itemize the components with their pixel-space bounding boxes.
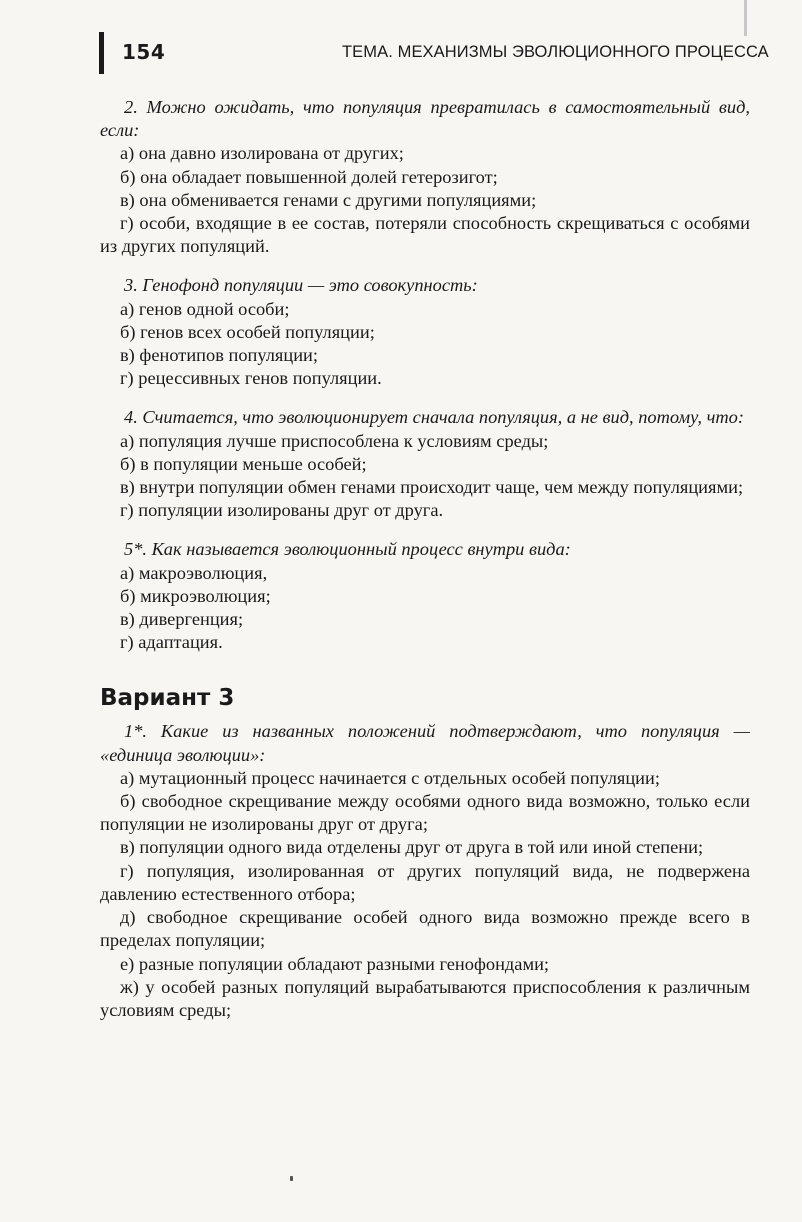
- answer-option: в) популяции одного вида отделены друг от друга в той или иной степени;: [120, 837, 704, 858]
- answer-option: в) внутри популяции обмен генами происходит чаще, чем между популяциями;: [120, 477, 744, 498]
- answer-option: б) в популяции меньше особей;: [120, 453, 367, 474]
- question-text: 5*. Как называется эволюционный процесс внутри вида:: [124, 539, 571, 560]
- answer-option: д) свободное скрещивание особей одного вида возможно прежде всего в пределах популяции;: [100, 907, 750, 951]
- question-4: [100, 406, 750, 522]
- variant-heading: Вариант 3: [100, 685, 235, 712]
- running-title: ТЕМА. МЕХАНИЗМЫ ЭВОЛЮЦИОННОГО ПРОЦЕССА: [342, 43, 769, 61]
- answer-option: г) особи, входящие в ее состав, потеряли способность скрещиваться с особями из других популяций.: [100, 213, 750, 257]
- page-number: 154: [122, 40, 166, 64]
- question-text: 2. Можно ожидать, что популяция превратилась в самостоятельный вид, если:: [100, 97, 750, 141]
- question-3: [100, 274, 750, 390]
- answer-option: в) дивергенция;: [120, 609, 244, 630]
- answer-option: г) адаптация.: [120, 632, 223, 653]
- answer-option: а) макроэволюция,: [120, 562, 268, 583]
- answer-option: г) популяции изолированы друг от друга.: [120, 500, 444, 521]
- answer-option: б) свободное скрещивание между особями одного вида возможно, только если популяции не изолированы друг от друга;: [100, 791, 750, 835]
- page-content: [100, 96, 750, 1022]
- answer-option: б) она обладает повышенной долей гетерозигот;: [120, 166, 498, 187]
- answer-option: г) рецессивных генов популяции.: [120, 368, 382, 389]
- answer-option: в) фенотипов популяции;: [120, 345, 319, 366]
- answer-option: ж) у особей разных популяций вырабатываются приспособления к различным условиям среды;: [100, 976, 750, 1020]
- question-text: 4. Считается, что эволюционирует сначала популяция, а не вид, потому, что:: [124, 407, 744, 428]
- answer-option: г) популяция, изолированная от других популяций вида, не подвержена давлению естественного отбора;: [100, 860, 750, 904]
- scan-edge-mark: [744, 0, 747, 36]
- answer-option: е) разные популяции обладают разными генофондами;: [120, 953, 550, 974]
- answer-option: б) генов всех особей популяции;: [120, 321, 375, 342]
- answer-option: а) мутационный процесс начинается с отдельных особей популяции;: [120, 767, 660, 788]
- question-5: [100, 538, 750, 654]
- question-text: 3. Генофонд популяции — это совокупность:: [124, 275, 478, 296]
- header-bar: [99, 32, 104, 74]
- question-2: [100, 96, 750, 258]
- answer-option: в) она обменивается генами с другими популяциями;: [120, 189, 537, 210]
- variant-question-1: [100, 720, 750, 1022]
- scan-speck: [290, 1176, 293, 1181]
- answer-option: а) популяция лучше приспособлена к условиям среды;: [120, 430, 549, 451]
- answer-option: а) она давно изолирована от других;: [120, 143, 404, 164]
- answer-option: а) генов одной особи;: [120, 298, 290, 319]
- question-text: 1*. Какие из названных положений подтверждают, что популяция — «единица эволюции»:: [100, 721, 750, 765]
- answer-option: б) микроэволюция;: [120, 585, 271, 606]
